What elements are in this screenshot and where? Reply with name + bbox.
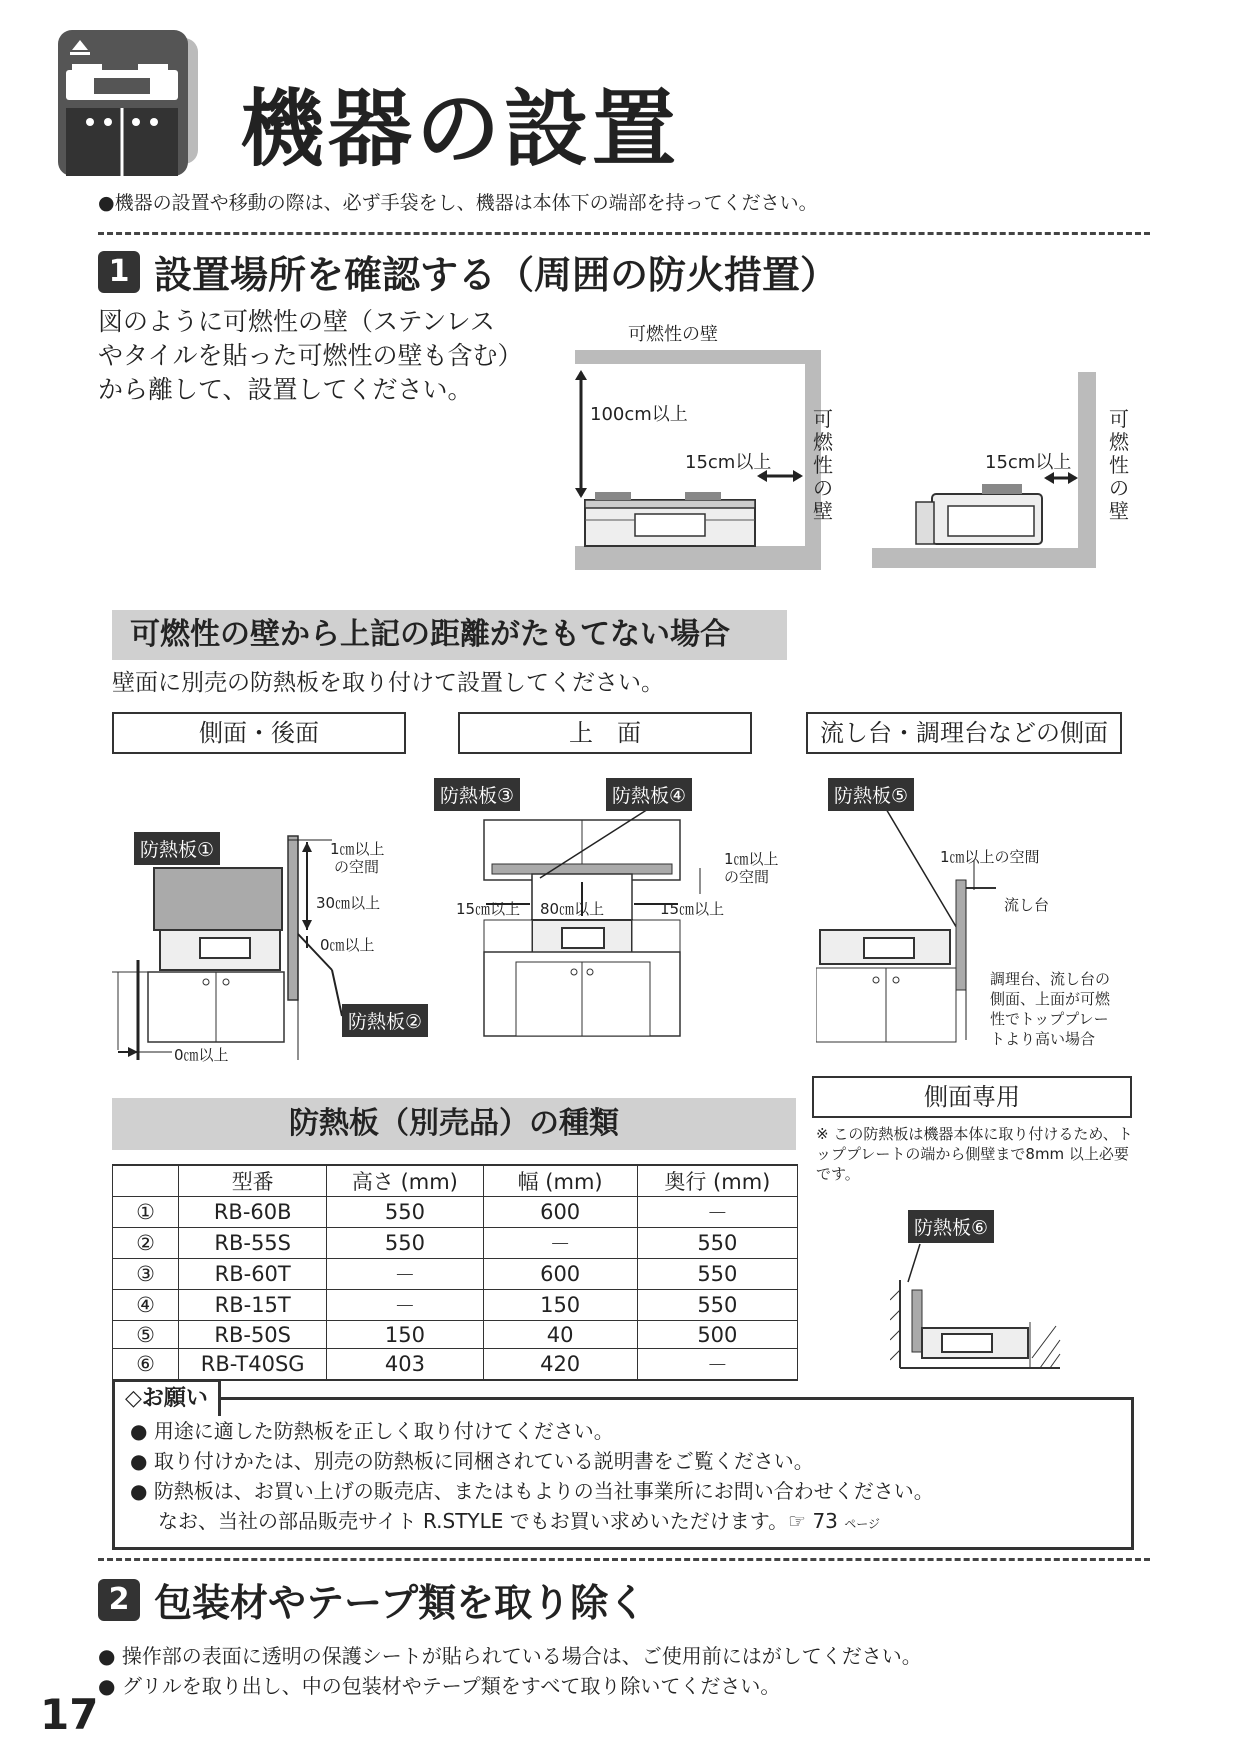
table-cell: － xyxy=(327,1290,483,1321)
top-dim-5: 15㎝以上 xyxy=(660,900,725,918)
height-label: 100cm以上 xyxy=(590,404,688,425)
table-cell: RB-15T xyxy=(179,1290,327,1321)
section1-number: 1 xyxy=(98,251,140,293)
sink-note-2: 側面、上面が可燃 xyxy=(990,990,1111,1008)
table-cell: RB-55S xyxy=(179,1228,327,1259)
section1-heading xyxy=(98,244,838,299)
table-cell: 550 xyxy=(637,1259,797,1290)
panel-tag-3: 防熱板③ xyxy=(434,778,520,811)
wall-side-label-2: 可燃性の壁 xyxy=(1109,407,1129,523)
list-item: なお、当社の部品販売サイト R.STYLE でもお買い求めいただけます。☞ 73 ページ xyxy=(158,1509,881,1533)
request-tab-label: お願い xyxy=(141,1386,208,1411)
table-title: 防熱板（別売品）の種類 xyxy=(112,1098,796,1150)
panel-spec-table xyxy=(112,1164,798,1381)
table-header: 型番 xyxy=(179,1165,327,1197)
table-cell: ③ xyxy=(113,1259,179,1290)
subsection-instruction: 壁面に別売の防熱板を取り付けて設置してください。 xyxy=(112,670,664,696)
table-row xyxy=(113,1321,798,1349)
side-only-diagram xyxy=(890,1240,1070,1380)
table-cell: － xyxy=(637,1197,797,1228)
table-row xyxy=(113,1228,798,1259)
table-cell: 150 xyxy=(327,1321,483,1349)
table-cell: － xyxy=(483,1228,637,1259)
side-dim-4: 0㎝以上 xyxy=(320,936,375,954)
table-row xyxy=(113,1349,798,1381)
section1-intro: 図のように可燃性の壁（ステンレスやタイルを貼った可燃性の壁も含む）から離して、設置してください。 xyxy=(98,307,511,404)
panel-tag-5: 防熱板⑤ xyxy=(828,778,914,811)
wall-side-label: 可燃性の壁 xyxy=(813,407,833,523)
side-dim-1: 1㎝以上 xyxy=(330,840,385,858)
side-gap-label: 15cm以上 xyxy=(685,452,772,473)
table-header-row xyxy=(113,1165,798,1197)
sink-note-4: トより高い場合 xyxy=(990,1030,1096,1048)
sink-note-1: 調理台、流し台の xyxy=(990,970,1111,988)
top-dim-3: 15㎝以上 xyxy=(456,900,521,918)
section2-title: 包装材やテープ類を取り除く xyxy=(154,1581,647,1625)
table-cell: 550 xyxy=(637,1228,797,1259)
table-cell: RB-50S xyxy=(179,1321,327,1349)
table-cell: ⑤ xyxy=(113,1321,179,1349)
panel-tag-4: 防熱板④ xyxy=(606,778,692,811)
handling-note: ●機器の設置や移動の際は、必ず手袋をし、機器は本体下の端部を持ってください。 xyxy=(98,192,818,214)
side-only-label: 側面専用 xyxy=(812,1076,1132,1118)
list-item: ● グリルを取り出し、中の包装材やテープ類をすべて取り除いてください。 xyxy=(98,1674,781,1698)
table-cell: ② xyxy=(113,1228,179,1259)
side-dim-3: 30㎝以上 xyxy=(316,894,381,912)
table-cell: － xyxy=(637,1349,797,1381)
sink-dim-2: 流し台 xyxy=(1004,896,1050,914)
view-sink-side: 流し台・調理台などの側面 xyxy=(806,712,1122,754)
table-cell: 150 xyxy=(483,1290,637,1321)
panel-tag-2: 防熱板② xyxy=(342,1004,428,1037)
table-cell: ⑥ xyxy=(113,1349,179,1381)
table-cell: 40 xyxy=(483,1321,637,1349)
list-item: ● 防熱板は、お買い上げの販売店、またはもよりの当社事業所にお問い合わせください。 xyxy=(130,1479,934,1503)
side-dim-2: の空間 xyxy=(334,858,380,876)
request-icon: ◇ xyxy=(125,1386,142,1411)
panel-tag-6: 防熱板⑥ xyxy=(908,1210,994,1243)
list-item: ● 操作部の表面に透明の保護シートが貼られている場合は、ご使用前にはがしてください。 xyxy=(98,1644,922,1668)
table-cell: 600 xyxy=(483,1197,637,1228)
divider xyxy=(98,1558,1150,1561)
table-row xyxy=(113,1259,798,1290)
request-list xyxy=(130,1416,934,1539)
list-item: ● 用途に適した防熱板を正しく取り付けてください。 xyxy=(130,1419,614,1443)
table-header: 奥行 (mm) xyxy=(637,1165,797,1197)
top-dim-2: の空間 xyxy=(724,868,770,886)
divider xyxy=(98,232,1150,235)
table-cell: 550 xyxy=(637,1290,797,1321)
table-cell: 500 xyxy=(637,1321,797,1349)
sink-side-diagram xyxy=(816,790,996,1050)
sink-note-3: 性でトッププレー xyxy=(990,1010,1109,1028)
page-title: 機器の設置 xyxy=(240,79,681,178)
side-dim-5: 0㎝以上 xyxy=(174,1046,229,1064)
table-cell: ① xyxy=(113,1197,179,1228)
table-cell: 550 xyxy=(327,1228,483,1259)
sink-dim-1: 1㎝以上の空間 xyxy=(940,848,1040,866)
table-cell: RB-60B xyxy=(179,1197,327,1228)
top-dim-4: 80㎝以上 xyxy=(540,900,605,918)
table-header xyxy=(113,1165,179,1197)
installation-icon xyxy=(58,30,204,180)
table-cell: 550 xyxy=(327,1197,483,1228)
table-cell: 403 xyxy=(327,1349,483,1381)
table-cell: 600 xyxy=(483,1259,637,1290)
table-cell: ④ xyxy=(113,1290,179,1321)
table-header: 幅 (mm) xyxy=(483,1165,637,1197)
table-cell: － xyxy=(327,1259,483,1290)
top-dim-1: 1㎝以上 xyxy=(724,850,779,868)
table-cell: RB-60T xyxy=(179,1259,327,1290)
table-header: 高さ (mm) xyxy=(327,1165,483,1197)
table-cell: RB-T40SG xyxy=(179,1349,327,1381)
section2-heading xyxy=(98,1572,646,1627)
section1-title: 設置場所を確認する（周囲の防火措置） xyxy=(154,253,839,297)
view-side-rear: 側面・後面 xyxy=(112,712,406,754)
subsection-heading: 可燃性の壁から上記の距離がたもてない場合 xyxy=(112,610,787,660)
table-cell: 420 xyxy=(483,1349,637,1381)
page-number: 17 xyxy=(40,1690,99,1739)
section2-number: 2 xyxy=(98,1579,140,1621)
side-only-note: ※ この防熱板は機器本体に取り付けるため、トッププレートの端から側壁まで8mm 以上必要です。 xyxy=(816,1125,1133,1183)
table-row xyxy=(113,1197,798,1228)
wall-top-label: 可燃性の壁 xyxy=(628,324,718,345)
list-item: ● 取り付けかたは、別売の防熱板に同梱されている説明書をご覧ください。 xyxy=(130,1449,814,1473)
view-top: 上 面 xyxy=(458,712,752,754)
side-gap-label-2: 15cm以上 xyxy=(985,452,1072,473)
panel-tag-1: 防熱板① xyxy=(134,832,220,865)
table-row xyxy=(113,1290,798,1321)
request-tab xyxy=(112,1379,221,1416)
